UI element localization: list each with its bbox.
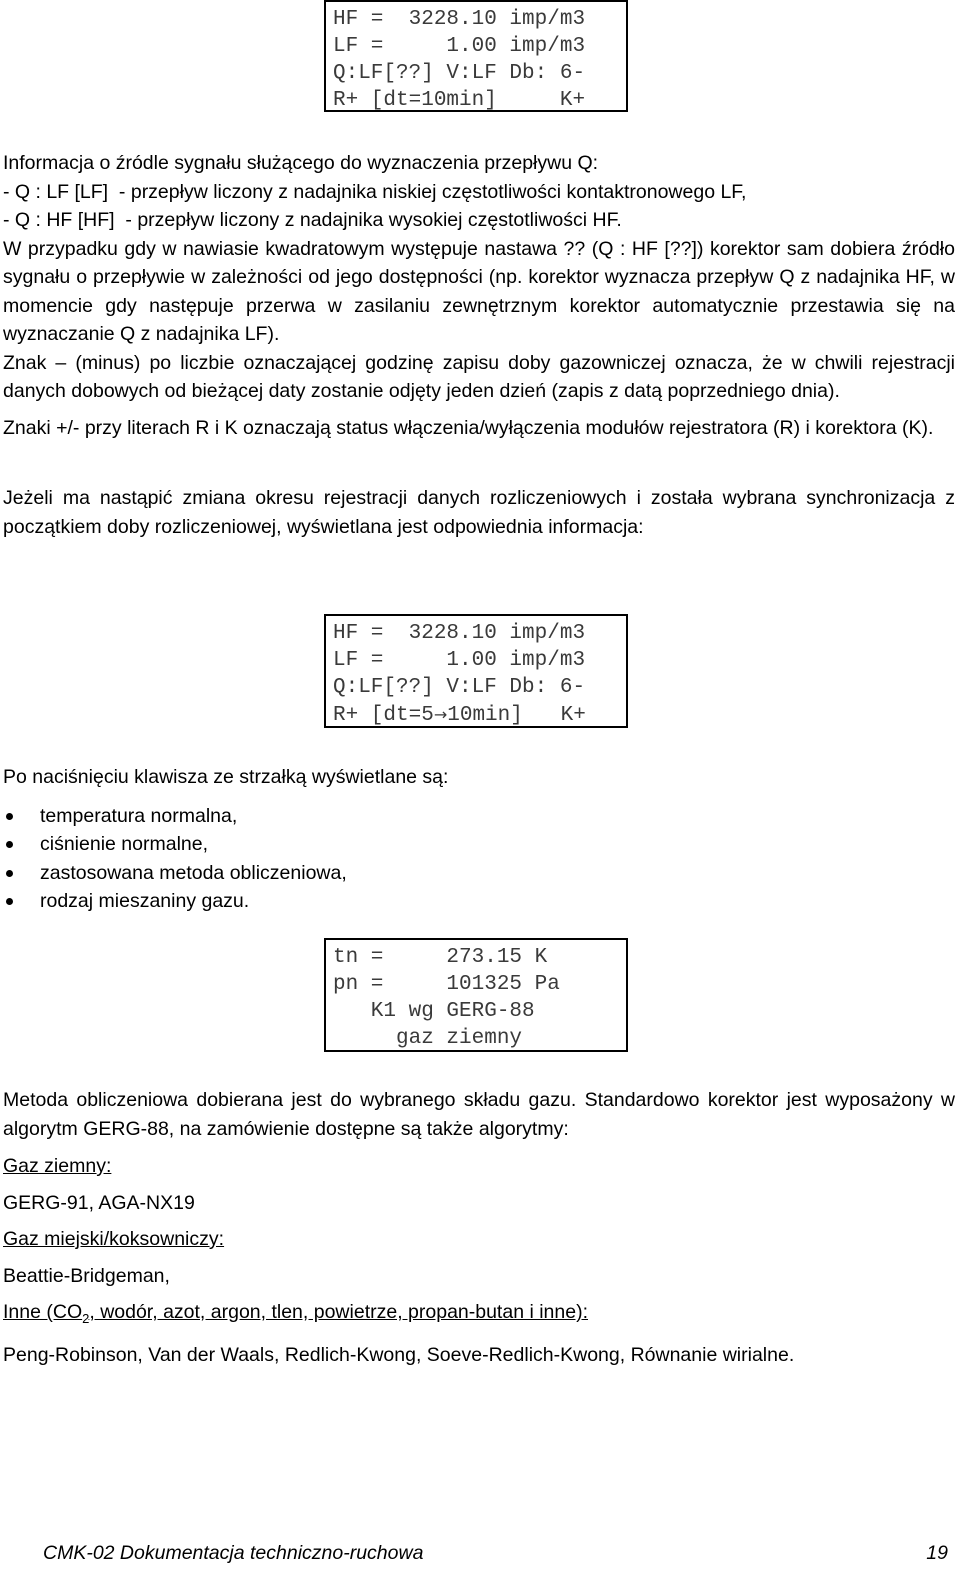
lcd-line: HF = 3228.10 imp/m3 xyxy=(333,622,586,645)
paragraph-sync: Jeżeli ma nastąpić zmiana okresu rejestracji danych rozliczeniowych i została wybrana synchronizacja z początkiem doby rozliczeniowej, wyświetlana jest odpowiednia informacja: xyxy=(3,487,955,538)
lcd-period-old: R+ [dt=5 xyxy=(333,704,434,727)
lcd-display-sync xyxy=(324,614,628,728)
heading-city-gas: Gaz miejski/koksowniczy: xyxy=(3,1228,225,1250)
lcd-line: HF = 3228.10 imp/m3 xyxy=(333,8,586,31)
sync-description xyxy=(3,484,955,542)
paragraph-auto-source: W przypadku gdy w nawiasie kwadratowym występuje nastawa ?? (Q : HF [??]) korektor sam dobiera źródło sygnału o przepływie w zależności od jego dostępności (np. korektor wyznacza przepływ Q z nadajnika HF, w momencie gdy następuje przerwa w zasilaniu zewnętrznym korektor automatycznie przestawia się na wyznaczanie Q z nadajnika LF). xyxy=(3,237,955,345)
paragraph-arrow-key: Po naciśnięciu klawisza ze strzałką wyświetlane są: xyxy=(3,766,449,788)
heading-natural-gas: Gaz ziemny: xyxy=(3,1155,112,1177)
lcd-line: R+ [dt=10min] K+ xyxy=(333,89,586,112)
lcd-line: gaz ziemny xyxy=(333,1027,523,1050)
other-gas-algorithms: Peng-Robinson, Van der Waals, Redlich-Kwong, Soeve-Redlich-Kwong, Równanie wirialne. xyxy=(3,1344,795,1367)
natural-gas-algorithms: GERG-91, AGA-NX19 xyxy=(3,1191,195,1214)
co2-subscript: 2 xyxy=(82,1310,90,1326)
paragraph-lf-source: - Q : LF [LF] - przepływ liczony z nadajnika niskiej częstotliwości kontaktronowego LF, xyxy=(3,180,747,203)
lcd-period-new: 10min] K+ xyxy=(447,704,586,727)
arrow-right-icon: → xyxy=(433,705,448,724)
paragraph-methods: Metoda obliczeniowa dobierana jest do wybranego składu gazu. Standardowo korektor jest wyposażony w algorytm GERG-88, na zamówienie dostępne są także algorytmy: xyxy=(3,1089,955,1140)
lcd-line-period-change xyxy=(333,701,626,728)
document-title: CMK-02 Dokumentacja techniczno-ruchowa xyxy=(43,1542,424,1564)
list-item: temperatura normalna, xyxy=(3,802,955,831)
lcd-line: Q:LF[??] V:LF Db: 6- xyxy=(333,676,586,699)
city-gas-algorithms: Beattie-Bridgeman, xyxy=(3,1264,170,1287)
lcd-display-normal-conditions xyxy=(324,938,628,1052)
list-item: rodzaj mieszaniny gazu. xyxy=(3,887,955,916)
lcd-line: Q:LF[??] V:LF Db: 6- xyxy=(333,62,586,85)
arrow-key-description xyxy=(3,763,955,916)
flow-source-description xyxy=(3,149,955,442)
lcd-display-flow-source xyxy=(324,0,628,112)
lcd-line: LF = 1.00 imp/m3 xyxy=(333,649,586,672)
paragraph-hf-source: - Q : HF [HF] - przepływ liczony z nadajnika wysokiej częstotliwości HF. xyxy=(3,209,622,231)
lcd-line: tn = 273.15 K xyxy=(333,946,548,969)
heading-other-gases xyxy=(3,1298,955,1333)
lcd-line: LF = 1.00 imp/m3 xyxy=(333,35,586,58)
lcd-line: K1 wg GERG-88 xyxy=(333,1000,535,1023)
page-number: 19 xyxy=(926,1542,948,1564)
page-footer xyxy=(43,1542,948,1572)
calculation-methods xyxy=(3,1086,955,1370)
paragraph-minus-sign: Znak – (minus) po liczbie oznaczającej godzinę zapisu doby gazowniczej oznacza, że w chwili rejestracji danych dobowych od bieżącej daty zostanie odjęty jeden dzień (zapis z datą poprzedniego dnia). xyxy=(3,351,955,402)
paragraph-status-signs: Znaki +/- przy literach R i K oznaczają status włączenia/wyłączenia modułów rejestratora (R) i korektora (K). xyxy=(3,416,934,439)
heading-other-suffix: , wodór, azot, argon, tlen, powietrze, propan-butan i inne): xyxy=(89,1301,588,1323)
paragraph-flow-source-intro: Informacja o źródle sygnału służącego do wyznaczenia przepływu Q: xyxy=(3,152,599,174)
lcd-line: pn = 101325 Pa xyxy=(333,973,560,996)
arrow-key-list xyxy=(3,802,955,916)
list-item: zastosowana metoda obliczeniowa, xyxy=(3,859,955,888)
heading-other-prefix: Inne (CO xyxy=(3,1301,83,1323)
list-item: ciśnienie normalne, xyxy=(3,830,955,859)
